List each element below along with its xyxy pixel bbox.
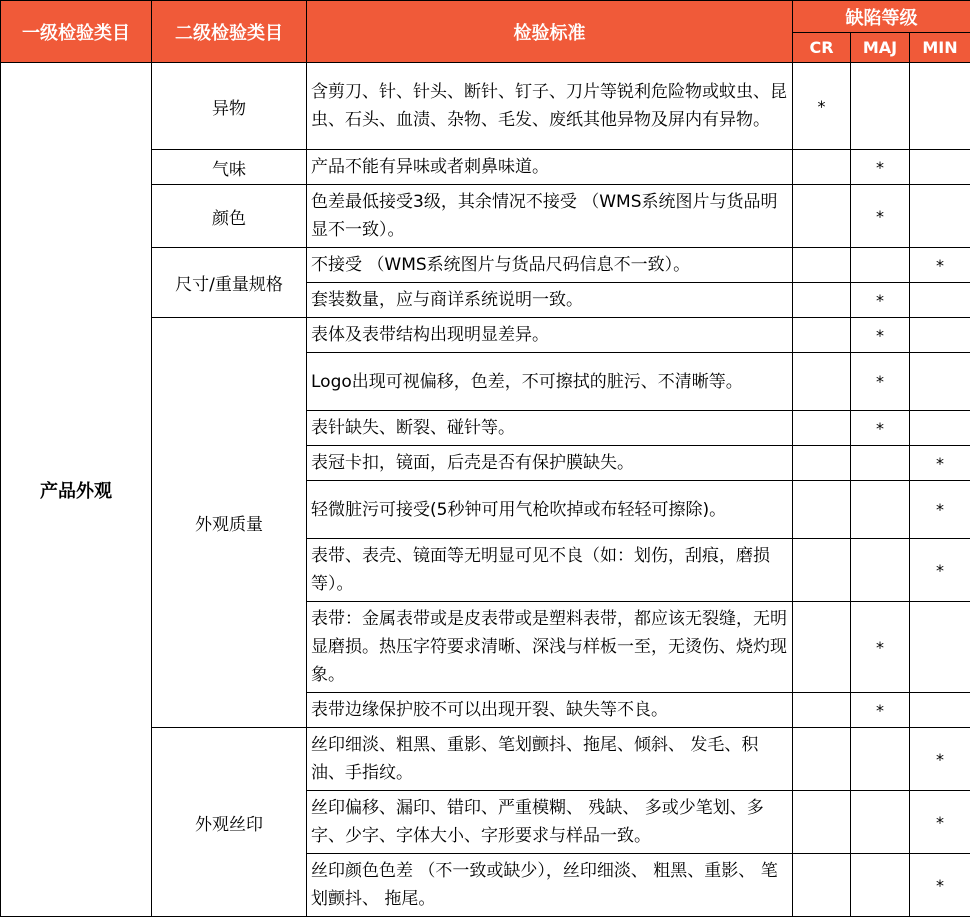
standard-cell: 表冠卡扣，镜面，后壳是否有保护膜缺失。	[307, 446, 793, 481]
standard-cell: 轻微脏污可接受(5秒钟可用气枪吹掉或布轻轻可擦除)。	[307, 481, 793, 539]
min-mark: *	[910, 728, 970, 791]
standard-cell: Logo出现可视偏移，色差，不可擦拭的脏污、不清晰等。	[307, 353, 793, 411]
standard-cell: 表针缺失、断裂、碰针等。	[307, 411, 793, 446]
level2-category-cell: 外观丝印	[152, 728, 307, 917]
header-level1-category: 一级检验类目	[1, 1, 152, 63]
min-mark	[910, 353, 970, 411]
cr-mark	[793, 353, 851, 411]
cr-mark	[793, 283, 851, 318]
standard-cell: 表带、表壳、镜面等无明显可见不良（如：划伤，刮痕，磨损等）。	[307, 539, 793, 602]
min-mark: *	[910, 854, 970, 917]
cr-mark	[793, 539, 851, 602]
cr-mark: *	[793, 63, 851, 150]
min-mark	[910, 693, 970, 728]
cr-mark	[793, 693, 851, 728]
cr-mark	[793, 791, 851, 854]
header-min: MIN	[910, 33, 970, 63]
header-inspection-standard: 检验标准	[307, 1, 793, 63]
maj-mark: *	[851, 283, 910, 318]
maj-mark: *	[851, 150, 910, 185]
cr-mark	[793, 150, 851, 185]
min-mark: *	[910, 248, 970, 283]
level2-category-cell: 异物	[152, 63, 307, 150]
header-level2-category: 二级检验类目	[152, 1, 307, 63]
min-mark	[910, 318, 970, 353]
standard-cell: 不接受 （WMS系统图片与货品尺码信息不一致）。	[307, 248, 793, 283]
standard-cell: 表带边缘保护胶不可以出现开裂、缺失等不良。	[307, 693, 793, 728]
min-mark	[910, 602, 970, 693]
cr-mark	[793, 854, 851, 917]
header-cr: CR	[793, 33, 851, 63]
header-defect-grade: 缺陷等级	[793, 1, 970, 33]
standard-cell: 色差最低接受3级，其余情况不接受 （WMS系统图片与货品明显不一致）。	[307, 185, 793, 248]
maj-mark	[851, 248, 910, 283]
min-mark	[910, 283, 970, 318]
level2-category-cell: 颜色	[152, 185, 307, 248]
maj-mark	[851, 791, 910, 854]
level2-category-cell: 气味	[152, 150, 307, 185]
maj-mark	[851, 728, 910, 791]
cr-mark	[793, 185, 851, 248]
maj-mark	[851, 481, 910, 539]
standard-cell: 丝印偏移、漏印、错印、严重模糊、 残缺、 多或少笔划、多字、少字、字体大小、字形要求与样品一致。	[307, 791, 793, 854]
maj-mark: *	[851, 411, 910, 446]
maj-mark: *	[851, 185, 910, 248]
min-mark	[910, 185, 970, 248]
maj-mark: *	[851, 318, 910, 353]
min-mark	[910, 63, 970, 150]
cr-mark	[793, 602, 851, 693]
maj-mark: *	[851, 353, 910, 411]
cr-mark	[793, 446, 851, 481]
cr-mark	[793, 481, 851, 539]
cr-mark	[793, 248, 851, 283]
maj-mark	[851, 539, 910, 602]
maj-mark	[851, 854, 910, 917]
table-row	[1, 63, 970, 150]
min-mark: *	[910, 539, 970, 602]
level2-category-cell: 尺寸/重量规格	[152, 248, 307, 318]
cr-mark	[793, 318, 851, 353]
min-mark: *	[910, 791, 970, 854]
standard-cell: 含剪刀、针、针头、断针、钉子、刀片等锐利危险物或蚊虫、昆虫、石头、血渍、杂物、毛发、废纸其他异物及屏内有异物。	[307, 63, 793, 150]
min-mark: *	[910, 481, 970, 539]
standard-cell: 产品不能有异味或者刺鼻味道。	[307, 150, 793, 185]
min-mark: *	[910, 446, 970, 481]
maj-mark	[851, 63, 910, 150]
standard-cell: 表体及表带结构出现明显差异。	[307, 318, 793, 353]
min-mark	[910, 411, 970, 446]
level2-category-cell: 外观质量	[152, 318, 307, 728]
maj-mark: *	[851, 693, 910, 728]
cr-mark	[793, 728, 851, 791]
level1-category-cell: 产品外观	[1, 63, 152, 917]
standard-cell: 表带：金属表带或是皮表带或是塑料表带，都应该无裂缝，无明显磨损。热压字符要求清晰、深浅与样板一至，无烫伤、烧灼现象。	[307, 602, 793, 693]
min-mark	[910, 150, 970, 185]
standard-cell: 丝印细淡、粗黑、重影、笔划颤抖、拖尾、倾斜、 发毛、积油、手指纹。	[307, 728, 793, 791]
cr-mark	[793, 411, 851, 446]
header-maj: MAJ	[851, 33, 910, 63]
standard-cell: 套装数量，应与商详系统说明一致。	[307, 283, 793, 318]
standard-cell: 丝印颜色色差 （不一致或缺少），丝印细淡、 粗黑、重影、 笔划颤抖、 拖尾。	[307, 854, 793, 917]
maj-mark	[851, 446, 910, 481]
maj-mark: *	[851, 602, 910, 693]
